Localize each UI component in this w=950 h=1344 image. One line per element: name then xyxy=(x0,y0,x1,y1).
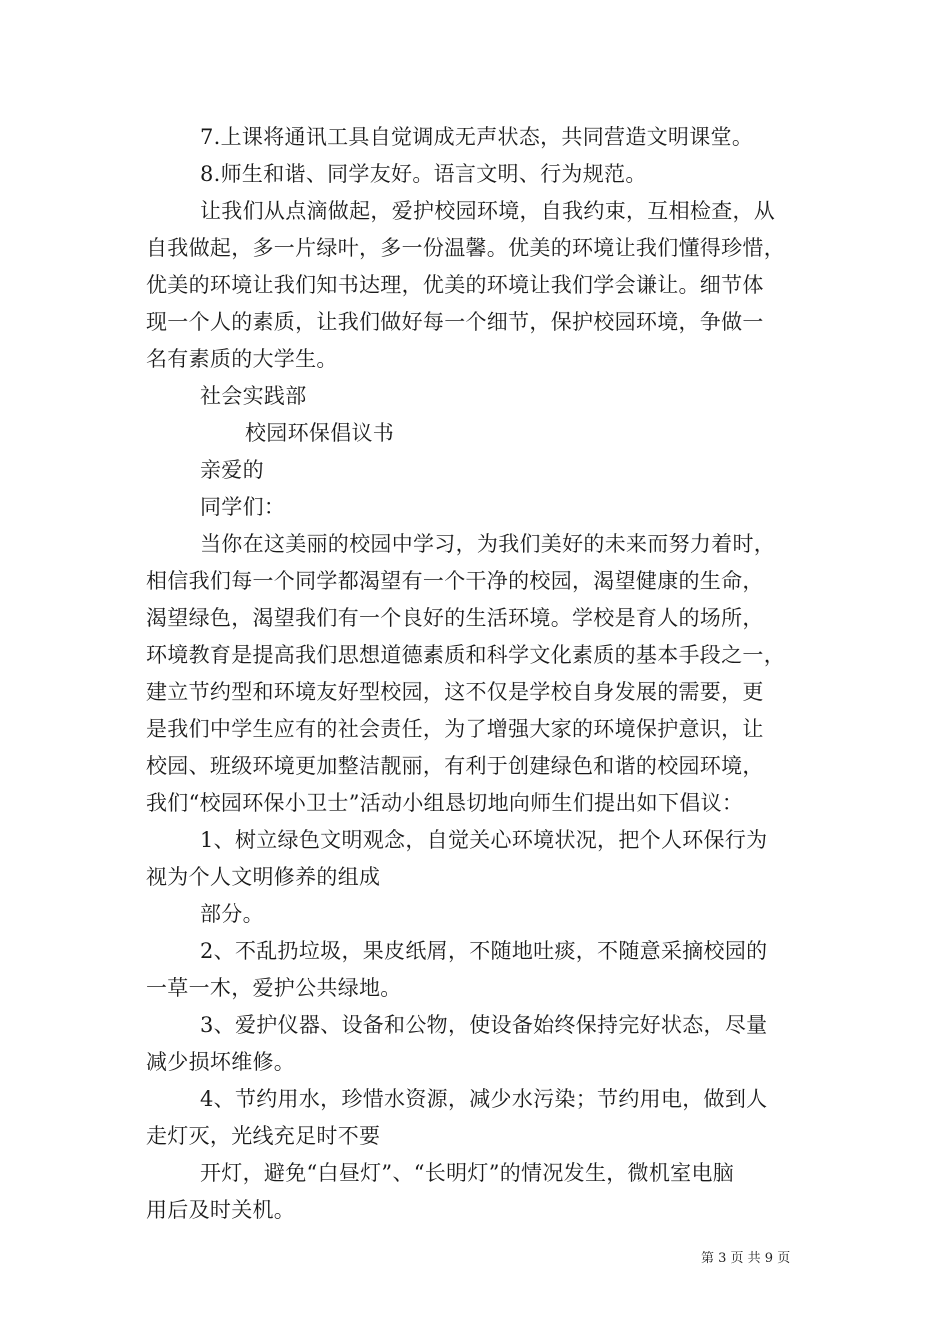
paragraph-start: 让我们从点滴做起，爱护校园环境，自我约束，互相检查，从 xyxy=(200,199,776,223)
text-line: 校园、班级环境更加整洁靓丽，有利于创建绿色和谐的校园环境， xyxy=(146,754,764,778)
salutation: 亲爱的 xyxy=(200,458,264,482)
text-line: 是我们中学生应有的社会责任，为了增强大家的环境保护意识，让 xyxy=(146,717,764,741)
text-line: 自我做起，多一片绿叶，多一份温馨。优美的环境让我们懂得珍惜， xyxy=(146,236,785,260)
text-line: 我们“校园环保小卫士”活动小组恳切地向师生们提出如下倡议： xyxy=(146,791,744,815)
list-item: 4、节约用水，珍惜水资源，减少水污染；节约用电，做到人 xyxy=(200,1087,768,1111)
text-line: 名有素质的大学生。 xyxy=(146,347,338,371)
list-item: 2、不乱扔垃圾，果皮纸屑，不随地吐痰，不随意采摘校园的 xyxy=(200,939,768,963)
text-line: 部分。 xyxy=(200,902,264,926)
text-line: 现一个人的素质，让我们做好每一个细节，保护校园环境，争做一 xyxy=(146,310,764,334)
text-line: 8.师生和谐、同学友好。语言文明、行为规范。 xyxy=(200,162,647,186)
text-line: 渴望绿色，渴望我们有一个良好的生活环境。学校是育人的场所， xyxy=(146,606,764,630)
text-line: 走灯灭，光线充足时不要 xyxy=(146,1124,381,1148)
text-line: 用后及时关机。 xyxy=(146,1198,296,1222)
list-item: 3、爱护仪器、设备和公物，使设备始终保持完好状态，尽量 xyxy=(200,1013,768,1037)
paragraph-start: 当你在这美丽的校园中学习，为我们美好的未来而努力着时， xyxy=(200,532,776,556)
text-line: 开灯，避免“白昼灯”、“长明灯”的情况发生，微机室电脑 xyxy=(200,1161,735,1185)
text-line: 相信我们每一个同学都渴望有一个干净的校园，渴望健康的生命， xyxy=(146,569,764,593)
text-line: 视为个人文明修养的组成 xyxy=(146,865,381,889)
signature-department: 社会实践部 xyxy=(200,384,307,408)
text-line: 一草一木，爱护公共绿地。 xyxy=(146,976,402,1000)
section-title: 校园环保倡议书 xyxy=(245,421,395,445)
text-line: 环境教育是提高我们思想道德素质和科学文化素质的基本手段之一， xyxy=(146,643,785,667)
text-line: 优美的环境让我们知书达理，优美的环境让我们学会谦让。细节体 xyxy=(146,273,764,297)
text-line: 建立节约型和环境友好型校园，这不仅是学校自身发展的需要，更 xyxy=(146,680,764,704)
text-line: 7.上课将通讯工具自觉调成无声状态，共同营造文明课堂。 xyxy=(200,125,754,149)
salutation: 同学们： xyxy=(200,495,286,519)
text-line: 减少损坏维修。 xyxy=(146,1050,296,1074)
page-number: 第 3 页 共 9 页 xyxy=(701,1251,791,1266)
list-item: 1、树立绿色文明观念，自觉关心环境状况，把个人环保行为 xyxy=(200,828,768,852)
